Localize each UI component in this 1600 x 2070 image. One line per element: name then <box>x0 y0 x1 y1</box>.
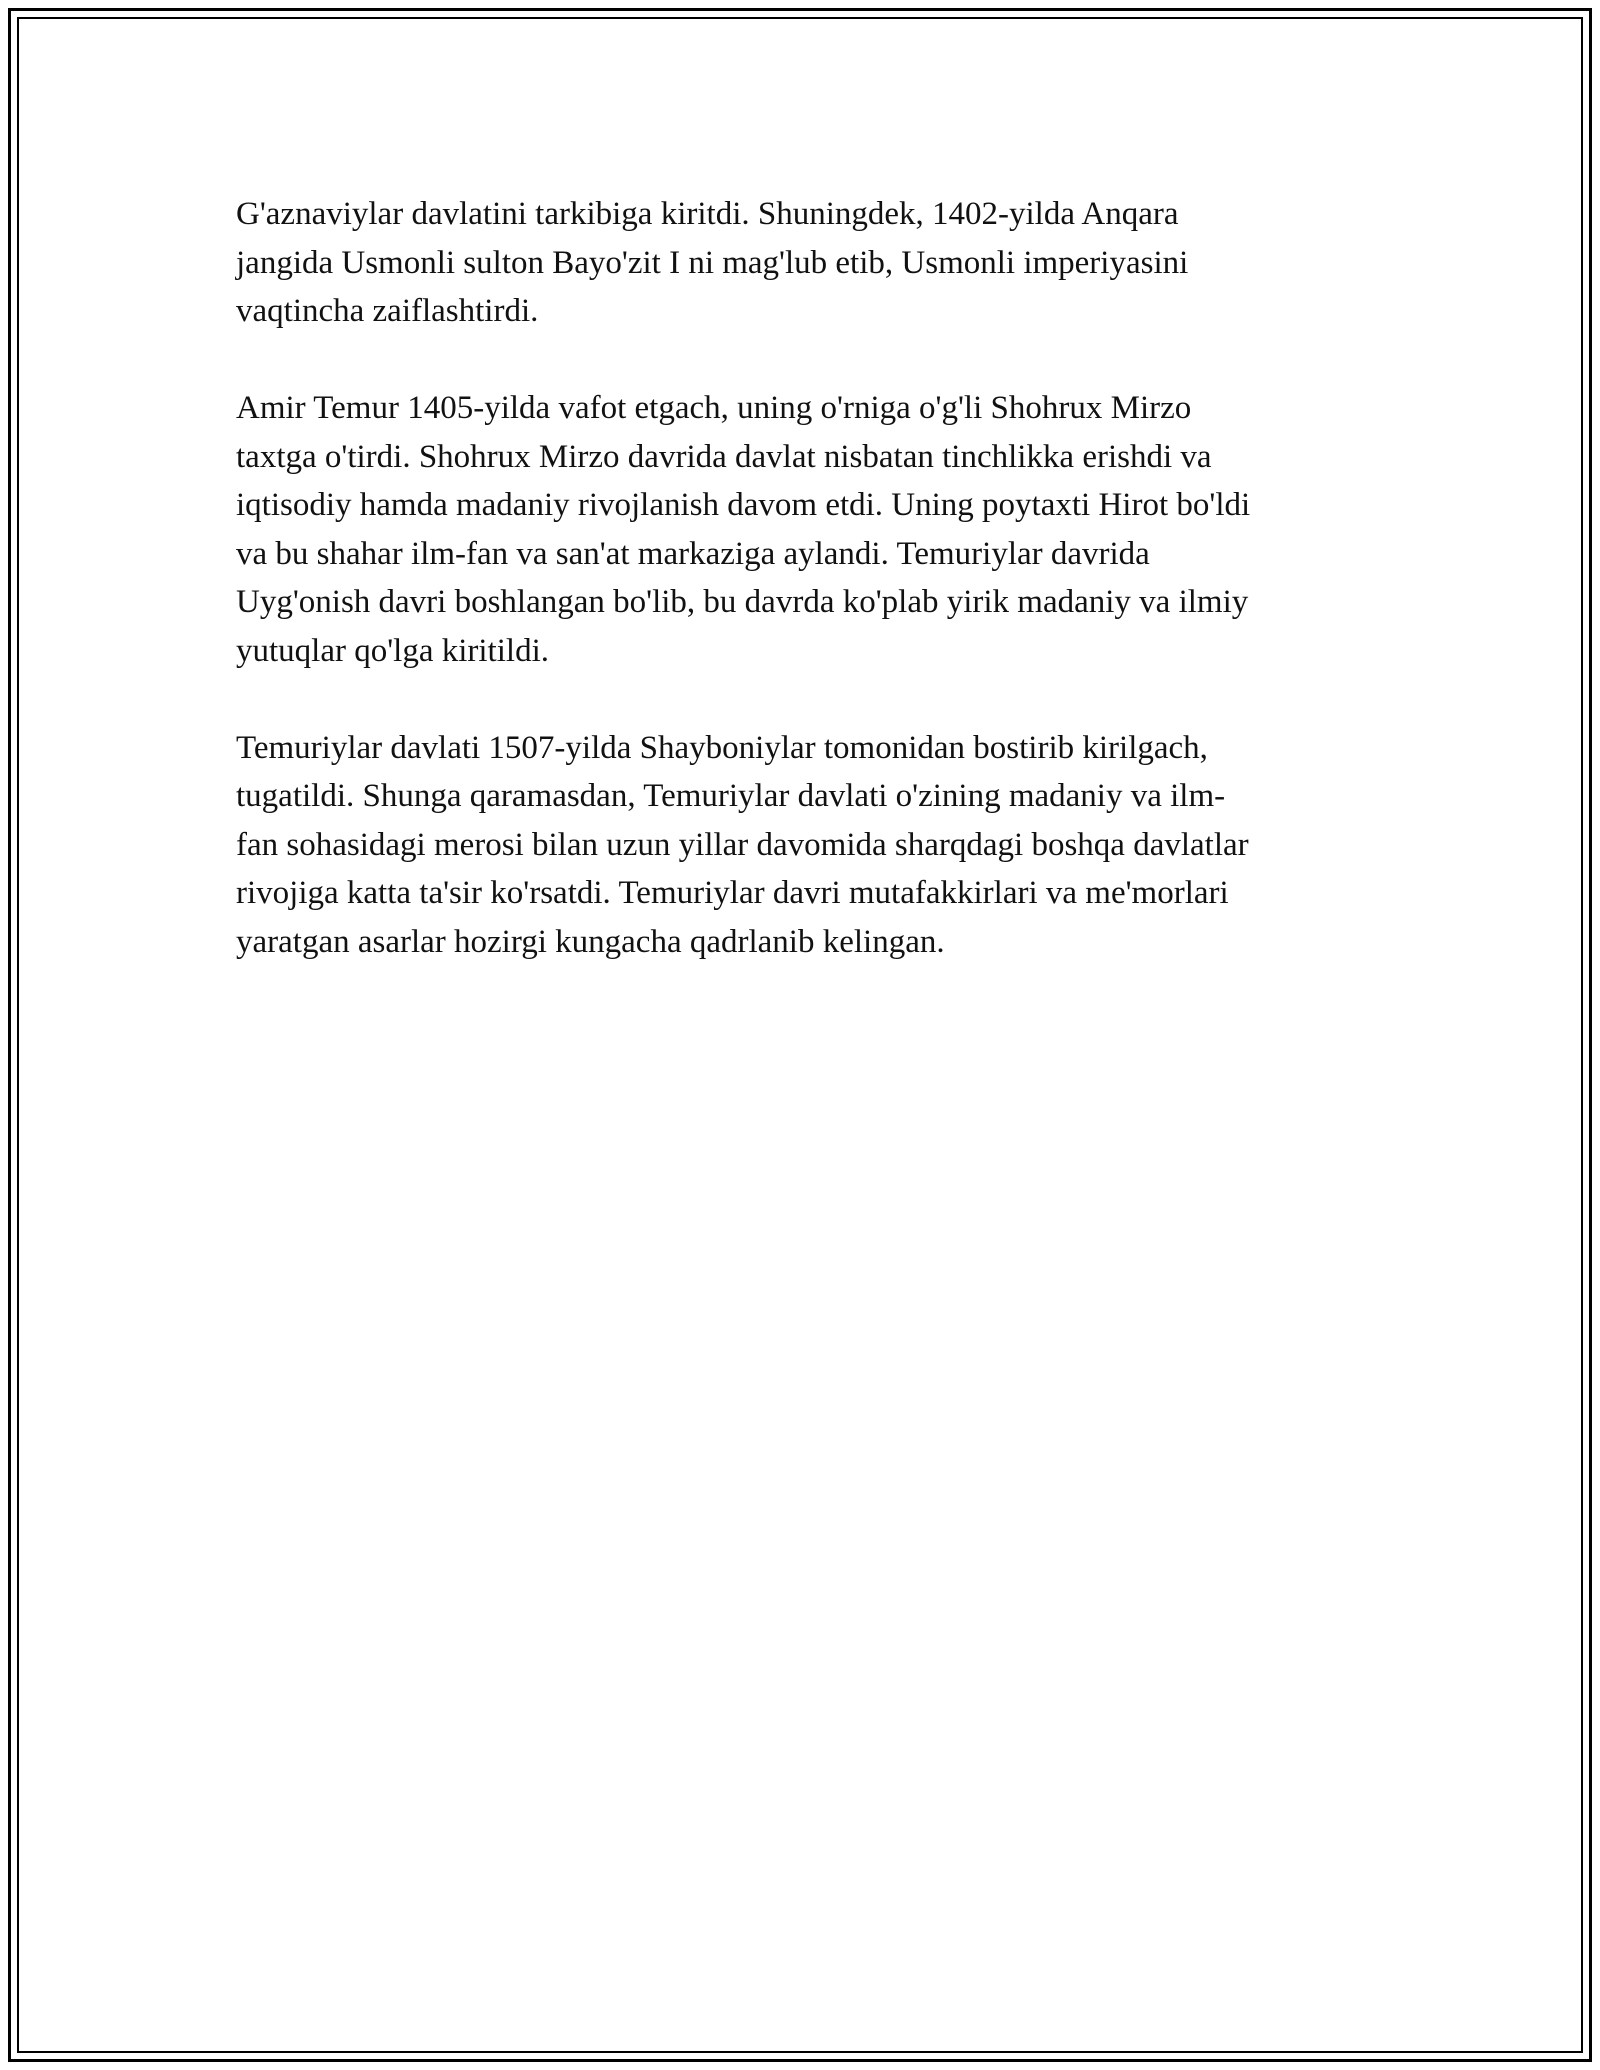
paragraph-line: va bu shahar ilm-fan va san'at markaziga aylandi. Temuriylar davrida <box>236 535 1150 572</box>
paragraph-line: G'aznaviylar davlatini tarkibiga kiritdi. Shuningdek, 1402-yilda Anqara <box>236 196 1179 232</box>
paragraph-line: iqtisodiy hamda madaniy rivojlanish davom etdi. Uning poytaxti Hirot bo'ldi <box>236 487 1251 523</box>
paragraph-3 <box>236 724 1366 967</box>
document-body <box>236 190 1366 1015</box>
paragraph-line: Amir Temur 1405-yilda vafot etgach, uning o'rniga o'g'li Shohrux Mirzo <box>236 390 1192 426</box>
paragraph-line: Uyg'onish davri boshlangan bo'lib, bu davrda ko'plab yirik madaniy va ilmiy <box>236 584 1249 620</box>
paragraph-1 <box>236 190 1366 336</box>
paragraph-line: fan sohasidagi merosi bilan uzun yillar davomida sharqdagi boshqa davlatlar <box>236 826 1249 863</box>
paragraph-line: taxtga o'tirdi. Shohrux Mirzo davrida davlat nisbatan tinchlikka erishdi va <box>236 438 1212 475</box>
paragraph-line: Temuriylar davlati 1507-yilda Shayboniylar tomonidan bostirib kirilgach, <box>236 729 1208 766</box>
paragraph-line: yutuqlar qo'lga kiritildi. <box>236 632 549 669</box>
paragraph-line: jangida Usmonli sulton Bayo'zit I ni mag'lub etib, Usmonli imperiyasini <box>236 244 1189 281</box>
paragraph-line: yaratgan asarlar hozirgi kungacha qadrlanib kelingan. <box>236 923 945 960</box>
paragraph-line: vaqtincha zaiflashtirdi. <box>236 293 539 329</box>
paragraph-line: rivojiga katta ta'sir ko'rsatdi. Temuriylar davri mutafakkirlari va me'morlari <box>236 875 1229 911</box>
paragraph-2 <box>236 384 1366 675</box>
paragraph-line: tugatildi. Shunga qaramasdan, Temuriylar davlati o'zining madaniy va ilm- <box>236 778 1226 814</box>
